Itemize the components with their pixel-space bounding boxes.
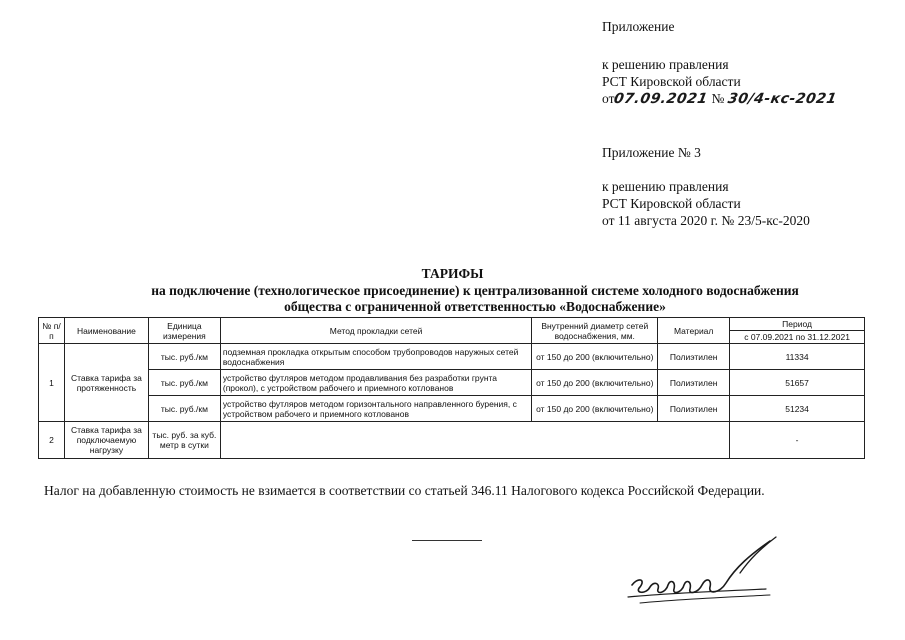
row-unit: тыс. руб./км xyxy=(148,370,220,396)
row-value: 51234 xyxy=(730,396,865,422)
row-material: Полиэтилен xyxy=(658,344,730,370)
row-value: - xyxy=(730,422,865,459)
header-unit: Единица измерения xyxy=(148,318,220,344)
row-diameter: от 150 до 200 (включительно) xyxy=(532,396,658,422)
row-empty-cell xyxy=(220,422,729,459)
appendix-title: Приложение xyxy=(602,19,675,34)
header-period-range: с 07.09.2021 по 31.12.2021 xyxy=(730,331,865,344)
row-method: подземная прокладка открытым способом трубопроводов наружных сетей водоснабжения xyxy=(220,344,531,370)
appendix-org-line: РСТ Кировской области xyxy=(602,74,741,89)
row-num: 1 xyxy=(39,344,65,422)
row-diameter: от 150 до 200 (включительно) xyxy=(532,370,658,396)
row-num: 2 xyxy=(39,422,65,459)
row-unit: тыс. руб./км xyxy=(148,344,220,370)
header-num: № п/п xyxy=(39,318,65,344)
row-method: устройство футляров методом горизонтального направленного бурения, с устройством рабочего и приемного котлованов xyxy=(220,396,531,422)
table-row xyxy=(39,422,865,459)
row-value: 11334 xyxy=(730,344,865,370)
row-method: устройство футляров методом продавливания без разработки грунта (прокол), с устройством рабочего и приемного котлованов xyxy=(220,370,531,396)
header-name: Наименование xyxy=(64,318,148,344)
vat-note: Налог на добавленную стоимость не взимается в соответствии со статьей 346.11 Налогового кодекса Российской Федерации. xyxy=(44,483,765,498)
row-diameter: от 150 до 200 (включительно) xyxy=(532,344,658,370)
row-value: 51657 xyxy=(730,370,865,396)
appendix3-date-line: от 11 августа 2020 г. № 23/5-кс-2020 xyxy=(602,213,810,228)
row-material: Полиэтилен xyxy=(658,396,730,422)
header-period: Период xyxy=(730,318,865,331)
document-subtitle-org: общества с ограниченной ответственностью «Водоснабжение» xyxy=(284,299,666,314)
header-method: Метод прокладки сетей xyxy=(220,318,531,344)
document-title: ТАРИФЫ xyxy=(421,266,484,281)
row-material: Полиэтилен xyxy=(658,370,730,396)
table-row xyxy=(39,344,865,370)
document-subtitle: на подключение (технологическое присоединение) к централизованной системе холодного водоснабжения xyxy=(151,283,799,298)
header-material: Материал xyxy=(658,318,730,344)
handwritten-number: 30/4-кс-2021 xyxy=(726,91,838,107)
separator-line xyxy=(412,540,482,541)
row-unit: тыс. руб. за куб. метр в сутки xyxy=(148,422,220,459)
table-row xyxy=(39,370,865,396)
signature-image xyxy=(620,533,790,613)
header-diameter: Внутренний диаметр сетей водоснабжения, мм. xyxy=(532,318,658,344)
row-name: Ставка тарифа за подключаемую нагрузку xyxy=(64,422,148,459)
row-name: Ставка тарифа за протяженность xyxy=(64,344,148,422)
appendix-decision-line: к решению правления xyxy=(602,57,729,72)
table-row xyxy=(39,396,865,422)
date-prefix: от xyxy=(602,91,615,106)
number-symbol: № xyxy=(711,91,725,106)
appendix3-org-line: РСТ Кировской области xyxy=(602,196,741,211)
tariff-table xyxy=(38,317,865,459)
row-unit: тыс. руб./км xyxy=(148,396,220,422)
appendix-date-line xyxy=(602,91,836,107)
handwritten-date: 07.09.2021 xyxy=(613,91,710,107)
appendix3-decision-line: к решению правления xyxy=(602,179,729,194)
appendix3-title: Приложение № 3 xyxy=(602,145,701,160)
